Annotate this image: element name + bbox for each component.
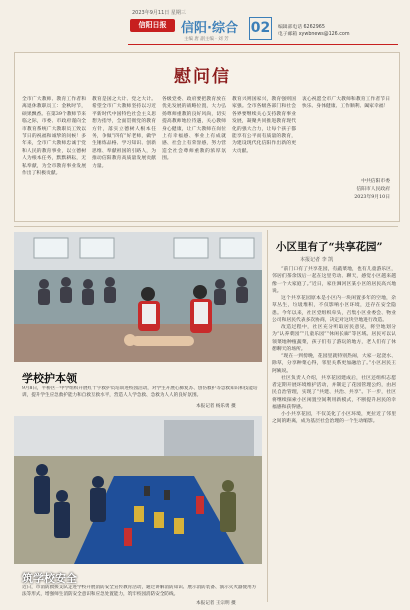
masthead-divider	[128, 44, 398, 45]
contact-email: 电子邮箱 xywbnews@126.com	[278, 32, 350, 37]
letter-column-4: 教育兴则国家兴，教育强则国家强。全市各级各部门和社会各界要继续关心支持教育事业发展，凝聚共同推进教育现代化的强大合力，让每个孩子都能享有公平而有质量的教育，为建设现代化信阳作出新的更大贡献。	[232, 97, 296, 154]
page-number: 02	[249, 17, 272, 40]
article-paragraph: 社区负责人介绍，共享花园建成后，社区还组织志愿者定期开展环境维护活动，并制定了花园管理公约，由居民自治管理，实现了“共建、共治、共享”。下一步，社区将继续探索小区闲置空间利用新模式，不断提升居民的幸福感和获得感。	[272, 375, 396, 410]
article-paragraph: 这个共享花园原本是小区内一块闲置多年的空地，杂草丛生，垃圾堆积，不仅影响小区环境，还存在安全隐患。今年以来，社区党组织牵头，召集小区业委会、物业公司和居民代表多次协商，决定对这块空地进行改造。	[272, 296, 396, 323]
contact-phone: 编辑部电话 6262965	[278, 25, 325, 30]
issue-date: 2023年9月11日 星期三	[132, 10, 186, 16]
signature-date: 2023年9月10日	[354, 195, 390, 200]
story2-credit: 本报记者 王宗明 摄	[196, 601, 236, 606]
story1-credit: 本报记者 杨乐勇 摄	[196, 404, 236, 409]
article-paragraph: “现在一到傍晚，花园里就特别热闹，大家一起浇水、除草，分享种菜心得，邻里关系更加融洽了。”小区居民王阿姨说。	[272, 354, 396, 374]
story1-caption: 9月8日，平桥区一中学组织开展红十字救护员培训进校园活动，对学生开展心肺复苏、创伤救护等急救知识和技能培训，提升学生应急救护能力和自救互救水平，营造人人学急救、急救为人人的良好氛围。	[22, 386, 258, 398]
letter-column-3: 各级党委、政府要把教育放在优先发展的战略位置，大力弘扬尊师重教的良好风尚，切实提高教师地位待遇，关心教师身心健康，让广大教师在岗位上有幸福感、事业上有成就感、社会上有荣誉感，努力营造全社会尊师重教的浓厚氛围。	[162, 97, 226, 162]
section-divider	[14, 226, 398, 227]
letter-column-1: 全市广大教师、教育工作者和离退休教职员工：金秋时节，硕果飘香。在第39个教师节来临之际，市委、市政府谨向全市教育系统广大教职员工致以节日的祝福和诚挚的问候！多年来，全市广大教师忠诚于党和人民的教育事业，以立德树人为根本任务，默默耕耘，无私奉献，为全市教育事业发展作出了积极贡献。	[22, 97, 86, 177]
signature-committee: 中共信阳市委	[361, 179, 390, 184]
article-body	[272, 266, 396, 596]
letter-column-5: 衷心祝愿全市广大教师和教育工作者节日快乐、身体健康、工作顺利、阖家幸福！	[302, 97, 390, 110]
editor-line: 主编 唐 副主编 · 刘 芳	[184, 37, 229, 42]
column-divider	[267, 230, 268, 602]
story2-headline: 筑学校安全	[22, 572, 77, 585]
fire-safety-photo	[14, 416, 262, 564]
article-paragraph: 改造过程中，社区充分听取居民意见，将空地划分为“认养菜园”“儿童乐园”“休闲长廊”等区域。居民可以认领菜地种植蔬菜，孩子们有了游玩的地方，老人们有了休憩聊天的场所。	[272, 325, 396, 352]
story1-headline: 学校护本领	[22, 372, 77, 385]
story2-caption: 近日，市消防救援支队走进学校开展消防安全宣传教育活动，通过讲解消防知识、展示消防装备、演示灭火器使用方法等形式，增强师生消防安全意识和应急处置能力，筑牢校园消防安全防线。	[22, 585, 257, 597]
letter-title: 慰问信	[174, 67, 231, 87]
article-paragraph: 小小共享花园，不仅美化了小区环境，更拉近了邻里之间的距离，成为基层社会治理的一个生动缩影。	[272, 412, 396, 425]
contact-info	[278, 24, 350, 38]
newspaper-logo: 信阳日报	[130, 19, 175, 32]
section-title: 信阳·综合	[181, 21, 238, 36]
letter-column-2: 教育是国之大计、党之大计。希望全市广大教师坚持以习近平新时代中国特色社会主义思想为指导，全面贯彻党的教育方针，落实立德树人根本任务，争做“四有”好老师，做学生锤炼品格、学习知识、创新思维、奉献祖国的引路人，为推动信阳教育高质量发展贡献力量。	[92, 97, 156, 169]
article-paragraph: “前门口有了共享花园，有蔬菜地，也有儿童游乐区，邻居们茶余饭后一起在这里劳动、聊天，感觉小区越来越像一个大家庭了。”近日，家住浉河区某小区的居民高兴地说。	[272, 267, 396, 294]
article-byline: 本报记者 李 凯	[300, 257, 334, 263]
article-headline: 小区里有了“共享花园”	[276, 241, 383, 253]
signature-government: 信阳市人民政府	[356, 187, 390, 192]
first-aid-photo	[14, 232, 262, 362]
